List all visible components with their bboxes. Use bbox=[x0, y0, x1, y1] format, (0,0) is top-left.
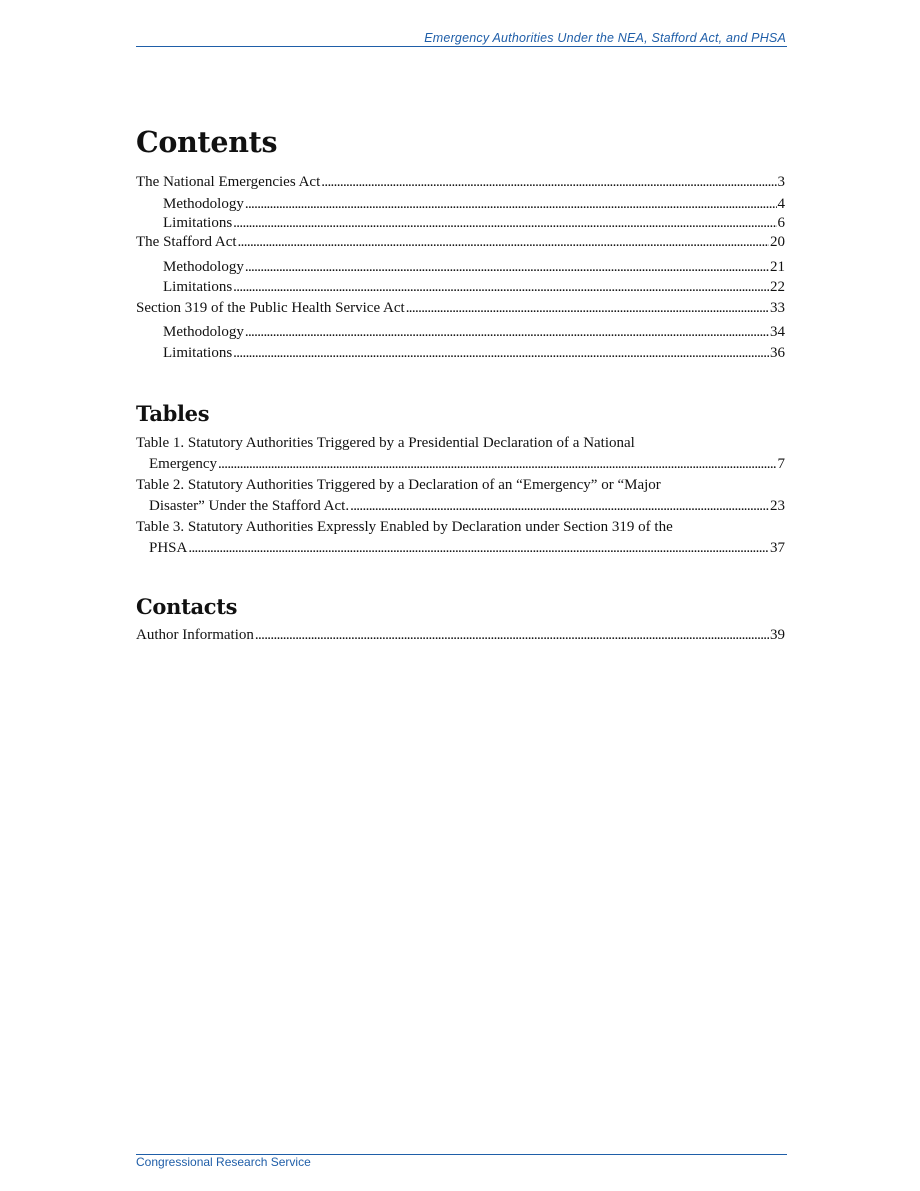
toc-entry-section-319-phsa[interactable] bbox=[136, 298, 785, 319]
dot-leader bbox=[245, 194, 777, 215]
dot-leader bbox=[321, 172, 776, 193]
table-entry-page: 23 bbox=[770, 497, 785, 514]
toc-entry-page: 20 bbox=[770, 234, 785, 250]
toc-entry-label: Limitations bbox=[163, 215, 233, 231]
dot-leader bbox=[233, 214, 776, 232]
dot-leader bbox=[245, 322, 769, 343]
toc-entry-national-emergencies-act[interactable] bbox=[136, 172, 785, 193]
dot-leader bbox=[238, 232, 769, 253]
dot-leader bbox=[188, 538, 769, 559]
toc-entry-nea-limitations[interactable] bbox=[136, 214, 785, 232]
footer-organization: Congressional Research Service bbox=[136, 1155, 311, 1169]
dot-leader bbox=[218, 454, 776, 475]
table-entry-title-cont: Disaster” Under the Stafford Act. bbox=[149, 497, 350, 514]
toc-entry-label: Methodology bbox=[163, 324, 244, 340]
toc-entry-page: 36 bbox=[770, 344, 785, 361]
toc-entry-page: 33 bbox=[770, 299, 785, 316]
toc-entry-page: 39 bbox=[770, 627, 785, 643]
toc-entry-label: Methodology bbox=[163, 258, 244, 275]
toc-entry-nea-methodology[interactable] bbox=[136, 194, 785, 215]
table-entry-page: 7 bbox=[777, 455, 785, 472]
toc-entry-page: 3 bbox=[777, 174, 785, 190]
toc-entry-label: The National Emergencies Act bbox=[136, 174, 321, 190]
toc-entry-page: 21 bbox=[770, 258, 785, 275]
contacts-heading: Contacts bbox=[136, 594, 238, 619]
toc-entry-label: Author Information bbox=[136, 627, 254, 643]
toc-entry-label: Section 319 of the Public Health Service Act bbox=[136, 299, 405, 316]
table-entry-title: Table 3. Statutory Authorities Expressly Enabled by Declaration under Section 319 of the bbox=[136, 519, 673, 535]
table-entry-title-cont: PHSA bbox=[149, 539, 188, 556]
table-entry-title-cont: Emergency bbox=[149, 455, 218, 472]
toc-entry-table-2[interactable] bbox=[136, 475, 785, 516]
toc-entry-label: Limitations bbox=[163, 344, 233, 361]
running-header-title: Emergency Authorities Under the NEA, Stafford Act, and PHSA bbox=[424, 31, 786, 45]
header-rule bbox=[136, 46, 787, 47]
toc-entry-label: Methodology bbox=[163, 195, 244, 212]
toc-entry-stafford-act[interactable] bbox=[136, 232, 785, 253]
toc-entry-phsa-methodology[interactable] bbox=[136, 322, 785, 343]
table-entry-title: Table 1. Statutory Authorities Triggered by a Presidential Declaration of a National bbox=[136, 435, 635, 451]
toc-entry-label: The Stafford Act bbox=[136, 234, 237, 250]
tables-heading: Tables bbox=[136, 401, 210, 426]
toc-entry-page: 4 bbox=[777, 195, 785, 212]
contacts-list bbox=[136, 625, 785, 646]
toc-entry-table-1[interactable] bbox=[136, 433, 785, 474]
toc-entry-page: 34 bbox=[770, 324, 785, 340]
dot-leader bbox=[245, 257, 769, 278]
tables-list bbox=[136, 433, 785, 558]
toc-entry-table-3[interactable] bbox=[136, 517, 785, 558]
toc-entry-label: Limitations bbox=[163, 279, 233, 295]
contents-heading: Contents bbox=[136, 125, 278, 159]
toc-entry-stafford-limitations[interactable] bbox=[136, 277, 785, 298]
table-entry-title: Table 2. Statutory Authorities Triggered by a Declaration of an “Emergency” or “Major bbox=[136, 477, 661, 493]
contents-list bbox=[136, 172, 785, 363]
toc-entry-stafford-methodology[interactable] bbox=[136, 257, 785, 278]
dot-leader bbox=[233, 277, 769, 298]
dot-leader bbox=[233, 343, 769, 364]
toc-entry-page: 6 bbox=[777, 215, 785, 231]
dot-leader bbox=[406, 298, 769, 319]
toc-entry-author-information[interactable] bbox=[136, 625, 785, 646]
dot-leader bbox=[255, 625, 769, 646]
dot-leader bbox=[350, 496, 769, 517]
toc-body bbox=[136, 120, 785, 646]
toc-entry-phsa-limitations[interactable] bbox=[136, 343, 785, 364]
table-entry-page: 37 bbox=[770, 539, 785, 556]
toc-entry-page: 22 bbox=[770, 279, 785, 295]
